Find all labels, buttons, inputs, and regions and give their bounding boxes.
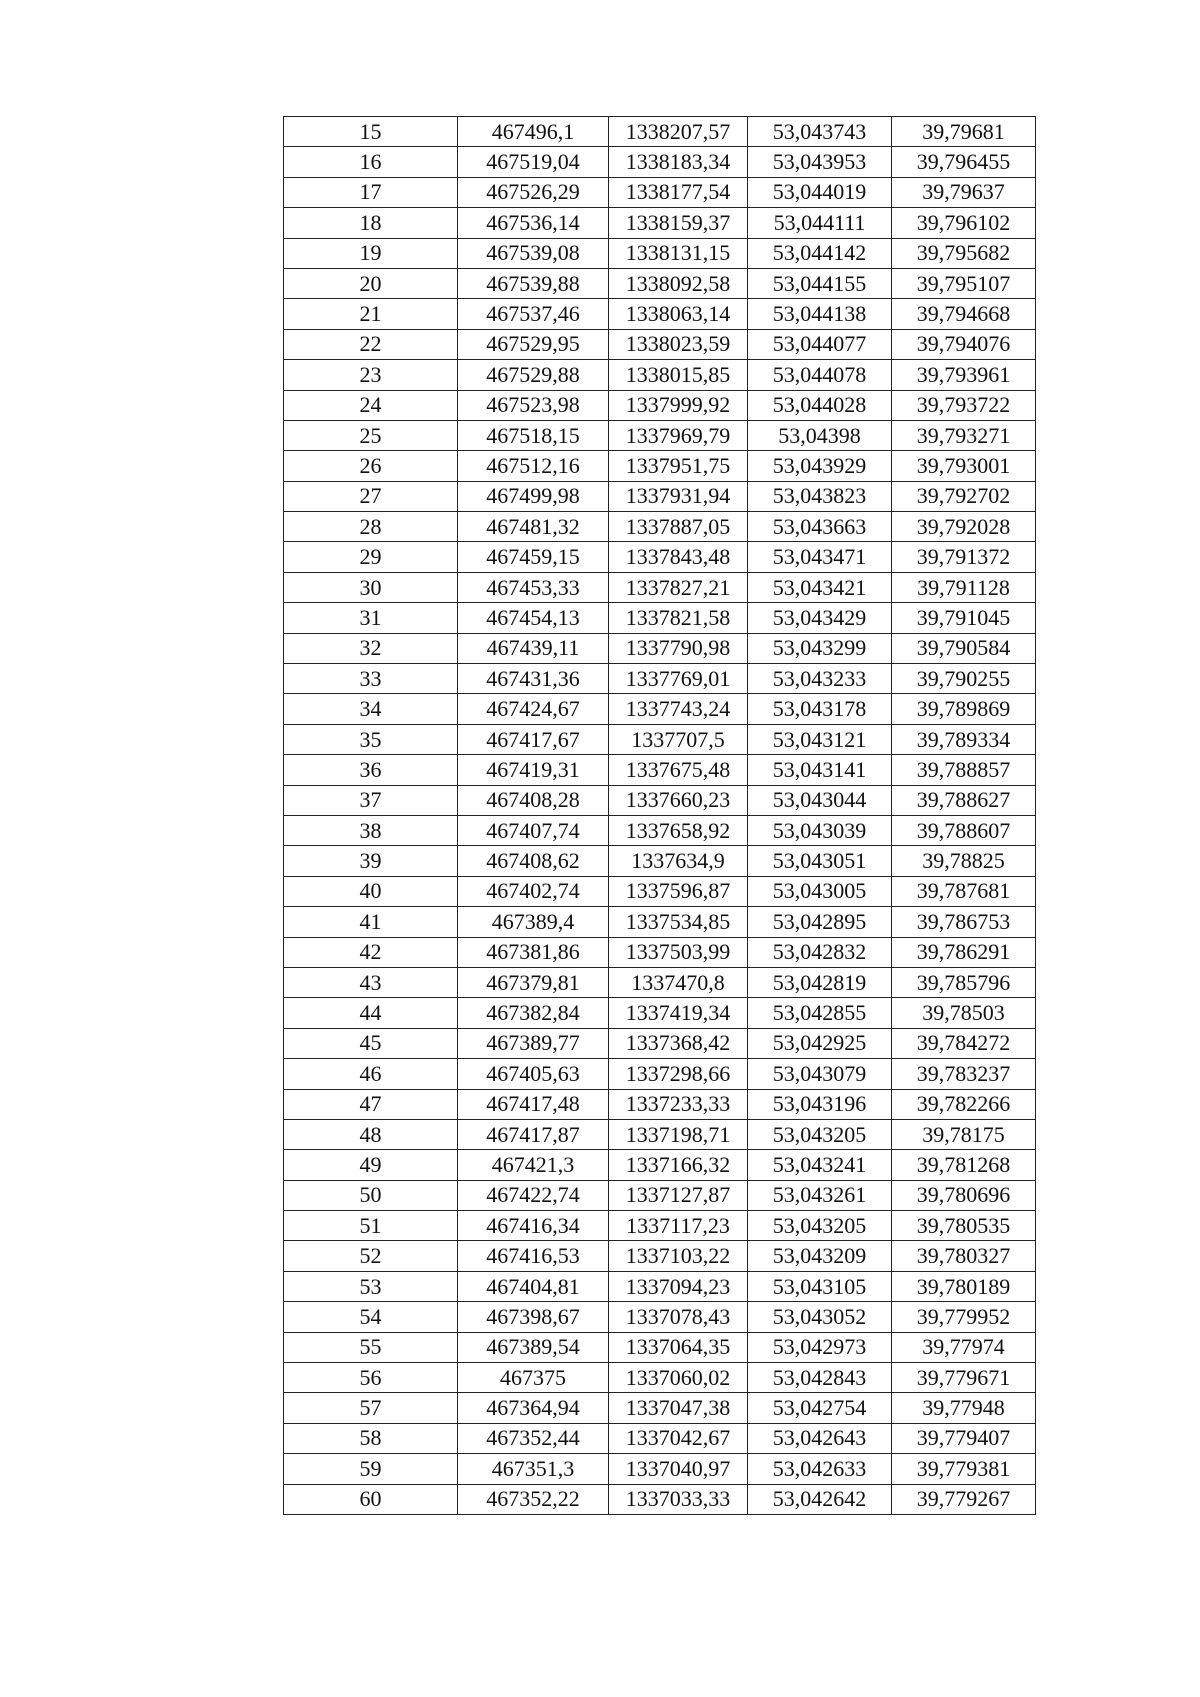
longitude-cell: 39,788607 <box>892 815 1036 845</box>
latitude-cell: 53,044111 <box>748 208 892 238</box>
longitude-cell: 39,780327 <box>892 1241 1036 1271</box>
table-row <box>284 907 1036 937</box>
coordinate-table <box>283 116 1036 1515</box>
y-coordinate-cell: 1337827,21 <box>609 572 748 602</box>
x-coordinate-cell: 467389,77 <box>458 1028 609 1058</box>
table-row <box>284 268 1036 298</box>
y-coordinate-cell: 1337503,99 <box>609 937 748 967</box>
x-coordinate-cell: 467352,22 <box>458 1484 609 1514</box>
latitude-cell: 53,043121 <box>748 724 892 754</box>
table-row <box>284 1423 1036 1453</box>
table-row <box>284 694 1036 724</box>
longitude-cell: 39,791128 <box>892 572 1036 602</box>
latitude-cell: 53,043178 <box>748 694 892 724</box>
point-number-cell: 34 <box>284 694 458 724</box>
x-coordinate-cell: 467419,31 <box>458 755 609 785</box>
point-number-cell: 23 <box>284 360 458 390</box>
longitude-cell: 39,794668 <box>892 299 1036 329</box>
point-number-cell: 31 <box>284 603 458 633</box>
longitude-cell: 39,78503 <box>892 998 1036 1028</box>
latitude-cell: 53,043823 <box>748 481 892 511</box>
x-coordinate-cell: 467424,67 <box>458 694 609 724</box>
x-coordinate-cell: 467382,84 <box>458 998 609 1028</box>
table-row <box>284 542 1036 572</box>
latitude-cell: 53,042925 <box>748 1028 892 1058</box>
point-number-cell: 35 <box>284 724 458 754</box>
y-coordinate-cell: 1337060,02 <box>609 1363 748 1393</box>
longitude-cell: 39,790255 <box>892 664 1036 694</box>
latitude-cell: 53,044138 <box>748 299 892 329</box>
x-coordinate-cell: 467417,87 <box>458 1119 609 1149</box>
y-coordinate-cell: 1337198,71 <box>609 1119 748 1149</box>
x-coordinate-cell: 467499,98 <box>458 481 609 511</box>
longitude-cell: 39,795682 <box>892 238 1036 268</box>
point-number-cell: 21 <box>284 299 458 329</box>
y-coordinate-cell: 1338092,58 <box>609 268 748 298</box>
point-number-cell: 51 <box>284 1211 458 1241</box>
table-row <box>284 633 1036 663</box>
y-coordinate-cell: 1337298,66 <box>609 1059 748 1089</box>
longitude-cell: 39,795107 <box>892 268 1036 298</box>
latitude-cell: 53,043421 <box>748 572 892 602</box>
x-coordinate-cell: 467416,53 <box>458 1241 609 1271</box>
latitude-cell: 53,043052 <box>748 1302 892 1332</box>
longitude-cell: 39,793722 <box>892 390 1036 420</box>
point-number-cell: 38 <box>284 815 458 845</box>
table-row <box>284 1180 1036 1210</box>
y-coordinate-cell: 1338177,54 <box>609 177 748 207</box>
point-number-cell: 43 <box>284 967 458 997</box>
latitude-cell: 53,043205 <box>748 1119 892 1149</box>
latitude-cell: 53,042843 <box>748 1363 892 1393</box>
y-coordinate-cell: 1337769,01 <box>609 664 748 694</box>
longitude-cell: 39,791045 <box>892 603 1036 633</box>
latitude-cell: 53,043039 <box>748 815 892 845</box>
point-number-cell: 45 <box>284 1028 458 1058</box>
x-coordinate-cell: 467536,14 <box>458 208 609 238</box>
latitude-cell: 53,043105 <box>748 1271 892 1301</box>
latitude-cell: 53,043209 <box>748 1241 892 1271</box>
longitude-cell: 39,779407 <box>892 1423 1036 1453</box>
x-coordinate-cell: 467352,44 <box>458 1423 609 1453</box>
longitude-cell: 39,789334 <box>892 724 1036 754</box>
x-coordinate-cell: 467537,46 <box>458 299 609 329</box>
table-row <box>284 451 1036 481</box>
y-coordinate-cell: 1338015,85 <box>609 360 748 390</box>
point-number-cell: 30 <box>284 572 458 602</box>
table-row <box>284 1271 1036 1301</box>
y-coordinate-cell: 1337233,33 <box>609 1089 748 1119</box>
latitude-cell: 53,042832 <box>748 937 892 967</box>
point-number-cell: 16 <box>284 147 458 177</box>
x-coordinate-cell: 467439,11 <box>458 633 609 663</box>
table-row <box>284 238 1036 268</box>
longitude-cell: 39,786291 <box>892 937 1036 967</box>
longitude-cell: 39,78825 <box>892 846 1036 876</box>
latitude-cell: 53,042895 <box>748 907 892 937</box>
point-number-cell: 59 <box>284 1454 458 1484</box>
point-number-cell: 20 <box>284 268 458 298</box>
longitude-cell: 39,779267 <box>892 1484 1036 1514</box>
latitude-cell: 53,044142 <box>748 238 892 268</box>
y-coordinate-cell: 1337999,92 <box>609 390 748 420</box>
point-number-cell: 53 <box>284 1271 458 1301</box>
x-coordinate-cell: 467417,67 <box>458 724 609 754</box>
longitude-cell: 39,779671 <box>892 1363 1036 1393</box>
x-coordinate-cell: 467529,95 <box>458 329 609 359</box>
point-number-cell: 19 <box>284 238 458 268</box>
y-coordinate-cell: 1337596,87 <box>609 876 748 906</box>
latitude-cell: 53,042973 <box>748 1332 892 1362</box>
longitude-cell: 39,789869 <box>892 694 1036 724</box>
point-number-cell: 44 <box>284 998 458 1028</box>
table-row <box>284 998 1036 1028</box>
table-row <box>284 360 1036 390</box>
x-coordinate-cell: 467408,28 <box>458 785 609 815</box>
y-coordinate-cell: 1338063,14 <box>609 299 748 329</box>
y-coordinate-cell: 1337887,05 <box>609 512 748 542</box>
point-number-cell: 15 <box>284 117 458 147</box>
x-coordinate-cell: 467398,67 <box>458 1302 609 1332</box>
longitude-cell: 39,77974 <box>892 1332 1036 1362</box>
latitude-cell: 53,042633 <box>748 1454 892 1484</box>
longitude-cell: 39,782266 <box>892 1089 1036 1119</box>
table-row <box>284 512 1036 542</box>
y-coordinate-cell: 1337033,33 <box>609 1484 748 1514</box>
table-row <box>284 967 1036 997</box>
y-coordinate-cell: 1337127,87 <box>609 1180 748 1210</box>
x-coordinate-cell: 467408,62 <box>458 846 609 876</box>
x-coordinate-cell: 467523,98 <box>458 390 609 420</box>
longitude-cell: 39,793961 <box>892 360 1036 390</box>
x-coordinate-cell: 467539,88 <box>458 268 609 298</box>
y-coordinate-cell: 1337821,58 <box>609 603 748 633</box>
latitude-cell: 53,04398 <box>748 420 892 450</box>
longitude-cell: 39,794076 <box>892 329 1036 359</box>
y-coordinate-cell: 1337634,9 <box>609 846 748 876</box>
longitude-cell: 39,793001 <box>892 451 1036 481</box>
x-coordinate-cell: 467454,13 <box>458 603 609 633</box>
x-coordinate-cell: 467453,33 <box>458 572 609 602</box>
table-row <box>284 1393 1036 1423</box>
x-coordinate-cell: 467389,4 <box>458 907 609 937</box>
x-coordinate-cell: 467421,3 <box>458 1150 609 1180</box>
point-number-cell: 25 <box>284 420 458 450</box>
table-row <box>284 1089 1036 1119</box>
point-number-cell: 29 <box>284 542 458 572</box>
x-coordinate-cell: 467526,29 <box>458 177 609 207</box>
x-coordinate-cell: 467351,3 <box>458 1454 609 1484</box>
latitude-cell: 53,043079 <box>748 1059 892 1089</box>
y-coordinate-cell: 1338183,34 <box>609 147 748 177</box>
table-row <box>284 937 1036 967</box>
latitude-cell: 53,043196 <box>748 1089 892 1119</box>
table-row <box>284 1028 1036 1058</box>
latitude-cell: 53,043233 <box>748 664 892 694</box>
longitude-cell: 39,79681 <box>892 117 1036 147</box>
longitude-cell: 39,785796 <box>892 967 1036 997</box>
table-row <box>284 208 1036 238</box>
x-coordinate-cell: 467529,88 <box>458 360 609 390</box>
longitude-cell: 39,780696 <box>892 1180 1036 1210</box>
y-coordinate-cell: 1337064,35 <box>609 1332 748 1362</box>
point-number-cell: 48 <box>284 1119 458 1149</box>
point-number-cell: 18 <box>284 208 458 238</box>
latitude-cell: 53,043299 <box>748 633 892 663</box>
table-row <box>284 1332 1036 1362</box>
point-number-cell: 17 <box>284 177 458 207</box>
table-row <box>284 420 1036 450</box>
table-row <box>284 177 1036 207</box>
y-coordinate-cell: 1337931,94 <box>609 481 748 511</box>
x-coordinate-cell: 467539,08 <box>458 238 609 268</box>
longitude-cell: 39,781268 <box>892 1150 1036 1180</box>
longitude-cell: 39,788627 <box>892 785 1036 815</box>
point-number-cell: 27 <box>284 481 458 511</box>
y-coordinate-cell: 1337534,85 <box>609 907 748 937</box>
y-coordinate-cell: 1337790,98 <box>609 633 748 663</box>
point-number-cell: 32 <box>284 633 458 663</box>
table-row <box>284 876 1036 906</box>
latitude-cell: 53,043743 <box>748 117 892 147</box>
y-coordinate-cell: 1337843,48 <box>609 542 748 572</box>
y-coordinate-cell: 1337969,79 <box>609 420 748 450</box>
point-number-cell: 58 <box>284 1423 458 1453</box>
point-number-cell: 55 <box>284 1332 458 1362</box>
table-row <box>284 785 1036 815</box>
table-row <box>284 1363 1036 1393</box>
x-coordinate-cell: 467405,63 <box>458 1059 609 1089</box>
y-coordinate-cell: 1338159,37 <box>609 208 748 238</box>
table-row <box>284 1211 1036 1241</box>
longitude-cell: 39,793271 <box>892 420 1036 450</box>
latitude-cell: 53,043005 <box>748 876 892 906</box>
point-number-cell: 37 <box>284 785 458 815</box>
table-row <box>284 299 1036 329</box>
longitude-cell: 39,791372 <box>892 542 1036 572</box>
x-coordinate-cell: 467364,94 <box>458 1393 609 1423</box>
longitude-cell: 39,779952 <box>892 1302 1036 1332</box>
longitude-cell: 39,784272 <box>892 1028 1036 1058</box>
latitude-cell: 53,043261 <box>748 1180 892 1210</box>
table-row <box>284 603 1036 633</box>
point-number-cell: 36 <box>284 755 458 785</box>
coordinate-table-body <box>284 117 1036 1515</box>
y-coordinate-cell: 1337675,48 <box>609 755 748 785</box>
latitude-cell: 53,044078 <box>748 360 892 390</box>
table-row <box>284 1302 1036 1332</box>
x-coordinate-cell: 467375 <box>458 1363 609 1393</box>
table-row <box>284 1150 1036 1180</box>
x-coordinate-cell: 467416,34 <box>458 1211 609 1241</box>
latitude-cell: 53,043929 <box>748 451 892 481</box>
longitude-cell: 39,792028 <box>892 512 1036 542</box>
table-row <box>284 1059 1036 1089</box>
x-coordinate-cell: 467402,74 <box>458 876 609 906</box>
longitude-cell: 39,783237 <box>892 1059 1036 1089</box>
point-number-cell: 56 <box>284 1363 458 1393</box>
point-number-cell: 26 <box>284 451 458 481</box>
table-row <box>284 664 1036 694</box>
latitude-cell: 53,044155 <box>748 268 892 298</box>
point-number-cell: 50 <box>284 1180 458 1210</box>
latitude-cell: 53,043471 <box>748 542 892 572</box>
longitude-cell: 39,78175 <box>892 1119 1036 1149</box>
point-number-cell: 47 <box>284 1089 458 1119</box>
x-coordinate-cell: 467518,15 <box>458 420 609 450</box>
x-coordinate-cell: 467379,81 <box>458 967 609 997</box>
point-number-cell: 40 <box>284 876 458 906</box>
y-coordinate-cell: 1337040,97 <box>609 1454 748 1484</box>
table-row <box>284 1454 1036 1484</box>
longitude-cell: 39,780189 <box>892 1271 1036 1301</box>
table-row <box>284 329 1036 359</box>
table-row <box>284 481 1036 511</box>
longitude-cell: 39,77948 <box>892 1393 1036 1423</box>
longitude-cell: 39,796455 <box>892 147 1036 177</box>
longitude-cell: 39,788857 <box>892 755 1036 785</box>
latitude-cell: 53,042642 <box>748 1484 892 1514</box>
point-number-cell: 22 <box>284 329 458 359</box>
table-row <box>284 815 1036 845</box>
longitude-cell: 39,786753 <box>892 907 1036 937</box>
point-number-cell: 49 <box>284 1150 458 1180</box>
table-row <box>284 390 1036 420</box>
latitude-cell: 53,043663 <box>748 512 892 542</box>
latitude-cell: 53,044019 <box>748 177 892 207</box>
y-coordinate-cell: 1338131,15 <box>609 238 748 268</box>
latitude-cell: 53,042855 <box>748 998 892 1028</box>
x-coordinate-cell: 467481,32 <box>458 512 609 542</box>
longitude-cell: 39,79637 <box>892 177 1036 207</box>
table-row <box>284 724 1036 754</box>
y-coordinate-cell: 1338023,59 <box>609 329 748 359</box>
latitude-cell: 53,043141 <box>748 755 892 785</box>
x-coordinate-cell: 467381,86 <box>458 937 609 967</box>
table-row <box>284 1484 1036 1514</box>
x-coordinate-cell: 467422,74 <box>458 1180 609 1210</box>
y-coordinate-cell: 1337078,43 <box>609 1302 748 1332</box>
longitude-cell: 39,779381 <box>892 1454 1036 1484</box>
latitude-cell: 53,043241 <box>748 1150 892 1180</box>
x-coordinate-cell: 467512,16 <box>458 451 609 481</box>
table-row <box>284 846 1036 876</box>
point-number-cell: 33 <box>284 664 458 694</box>
y-coordinate-cell: 1337117,23 <box>609 1211 748 1241</box>
table-row <box>284 1119 1036 1149</box>
y-coordinate-cell: 1338207,57 <box>609 117 748 147</box>
longitude-cell: 39,796102 <box>892 208 1036 238</box>
point-number-cell: 57 <box>284 1393 458 1423</box>
y-coordinate-cell: 1337419,34 <box>609 998 748 1028</box>
x-coordinate-cell: 467404,81 <box>458 1271 609 1301</box>
y-coordinate-cell: 1337047,38 <box>609 1393 748 1423</box>
point-number-cell: 52 <box>284 1241 458 1271</box>
latitude-cell: 53,043429 <box>748 603 892 633</box>
y-coordinate-cell: 1337660,23 <box>609 785 748 815</box>
latitude-cell: 53,043953 <box>748 147 892 177</box>
latitude-cell: 53,042754 <box>748 1393 892 1423</box>
y-coordinate-cell: 1337166,32 <box>609 1150 748 1180</box>
point-number-cell: 41 <box>284 907 458 937</box>
point-number-cell: 54 <box>284 1302 458 1332</box>
table-row <box>284 1241 1036 1271</box>
point-number-cell: 46 <box>284 1059 458 1089</box>
y-coordinate-cell: 1337368,42 <box>609 1028 748 1058</box>
y-coordinate-cell: 1337743,24 <box>609 694 748 724</box>
table-row <box>284 117 1036 147</box>
x-coordinate-cell: 467389,54 <box>458 1332 609 1362</box>
y-coordinate-cell: 1337951,75 <box>609 451 748 481</box>
y-coordinate-cell: 1337103,22 <box>609 1241 748 1271</box>
longitude-cell: 39,780535 <box>892 1211 1036 1241</box>
latitude-cell: 53,044077 <box>748 329 892 359</box>
latitude-cell: 53,043051 <box>748 846 892 876</box>
table-row <box>284 572 1036 602</box>
point-number-cell: 24 <box>284 390 458 420</box>
point-number-cell: 28 <box>284 512 458 542</box>
latitude-cell: 53,043205 <box>748 1211 892 1241</box>
point-number-cell: 60 <box>284 1484 458 1514</box>
x-coordinate-cell: 467417,48 <box>458 1089 609 1119</box>
x-coordinate-cell: 467431,36 <box>458 664 609 694</box>
point-number-cell: 39 <box>284 846 458 876</box>
y-coordinate-cell: 1337042,67 <box>609 1423 748 1453</box>
longitude-cell: 39,792702 <box>892 481 1036 511</box>
y-coordinate-cell: 1337094,23 <box>609 1271 748 1301</box>
point-number-cell: 42 <box>284 937 458 967</box>
latitude-cell: 53,044028 <box>748 390 892 420</box>
table-row <box>284 755 1036 785</box>
longitude-cell: 39,787681 <box>892 876 1036 906</box>
longitude-cell: 39,790584 <box>892 633 1036 663</box>
latitude-cell: 53,042819 <box>748 967 892 997</box>
x-coordinate-cell: 467459,15 <box>458 542 609 572</box>
y-coordinate-cell: 1337658,92 <box>609 815 748 845</box>
y-coordinate-cell: 1337470,8 <box>609 967 748 997</box>
x-coordinate-cell: 467519,04 <box>458 147 609 177</box>
latitude-cell: 53,043044 <box>748 785 892 815</box>
table-row <box>284 147 1036 177</box>
x-coordinate-cell: 467496,1 <box>458 117 609 147</box>
latitude-cell: 53,042643 <box>748 1423 892 1453</box>
x-coordinate-cell: 467407,74 <box>458 815 609 845</box>
y-coordinate-cell: 1337707,5 <box>609 724 748 754</box>
